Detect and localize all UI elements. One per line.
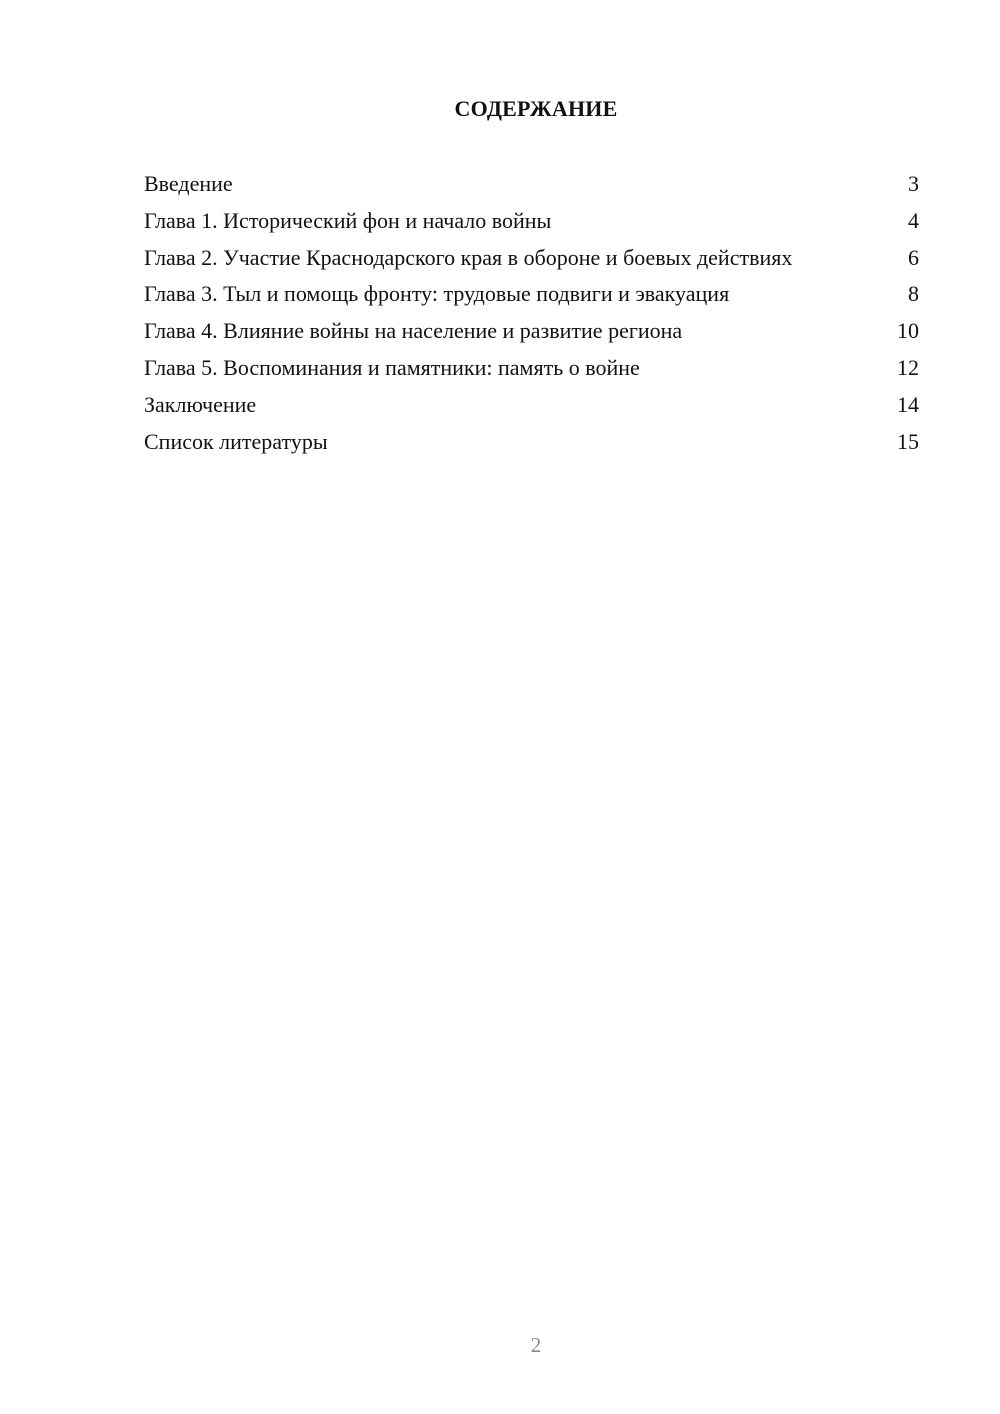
toc-entry-page: 14 [897, 392, 919, 417]
toc-entry-page: 8 [908, 281, 919, 306]
toc-entry-bibliography [144, 428, 919, 455]
toc-entry-label: Глава 2. Участие Краснодарского края в обороне и боевых действиях [144, 245, 793, 270]
toc-entry-page: 3 [908, 171, 919, 196]
page-number: 2 [530, 1333, 542, 1357]
page-title: СОДЕРЖАНИЕ [454, 96, 618, 121]
toc-entry-chapter-2 [144, 244, 919, 271]
toc-entry-page: 6 [908, 245, 919, 270]
toc-entry-label: Глава 1. Исторический фон и начало войны [144, 208, 552, 233]
toc-entry-chapter-4 [144, 317, 919, 344]
table-of-contents [144, 170, 919, 465]
toc-entry-chapter-3 [144, 280, 919, 307]
toc-entry-page: 4 [908, 208, 919, 233]
toc-entry-label: Глава 5. Воспоминания и памятники: память о войне [144, 355, 640, 380]
toc-entry-label: Глава 3. Тыл и помощь фронту: трудовые подвиги и эвакуация [144, 281, 730, 306]
toc-entry-page: 10 [897, 318, 919, 343]
toc-entry-label: Список литературы [144, 429, 328, 454]
toc-entry-page: 12 [897, 355, 919, 380]
toc-entry-introduction [144, 170, 919, 197]
toc-entry-chapter-1 [144, 207, 919, 234]
toc-entry-label: Заключение [144, 392, 257, 417]
toc-entry-label: Глава 4. Влияние войны на население и развитие региона [144, 318, 683, 343]
toc-entry-label: Введение [144, 171, 233, 196]
toc-entry-conclusion [144, 391, 919, 418]
toc-entry-chapter-5 [144, 354, 919, 381]
toc-entry-page: 15 [897, 429, 919, 454]
